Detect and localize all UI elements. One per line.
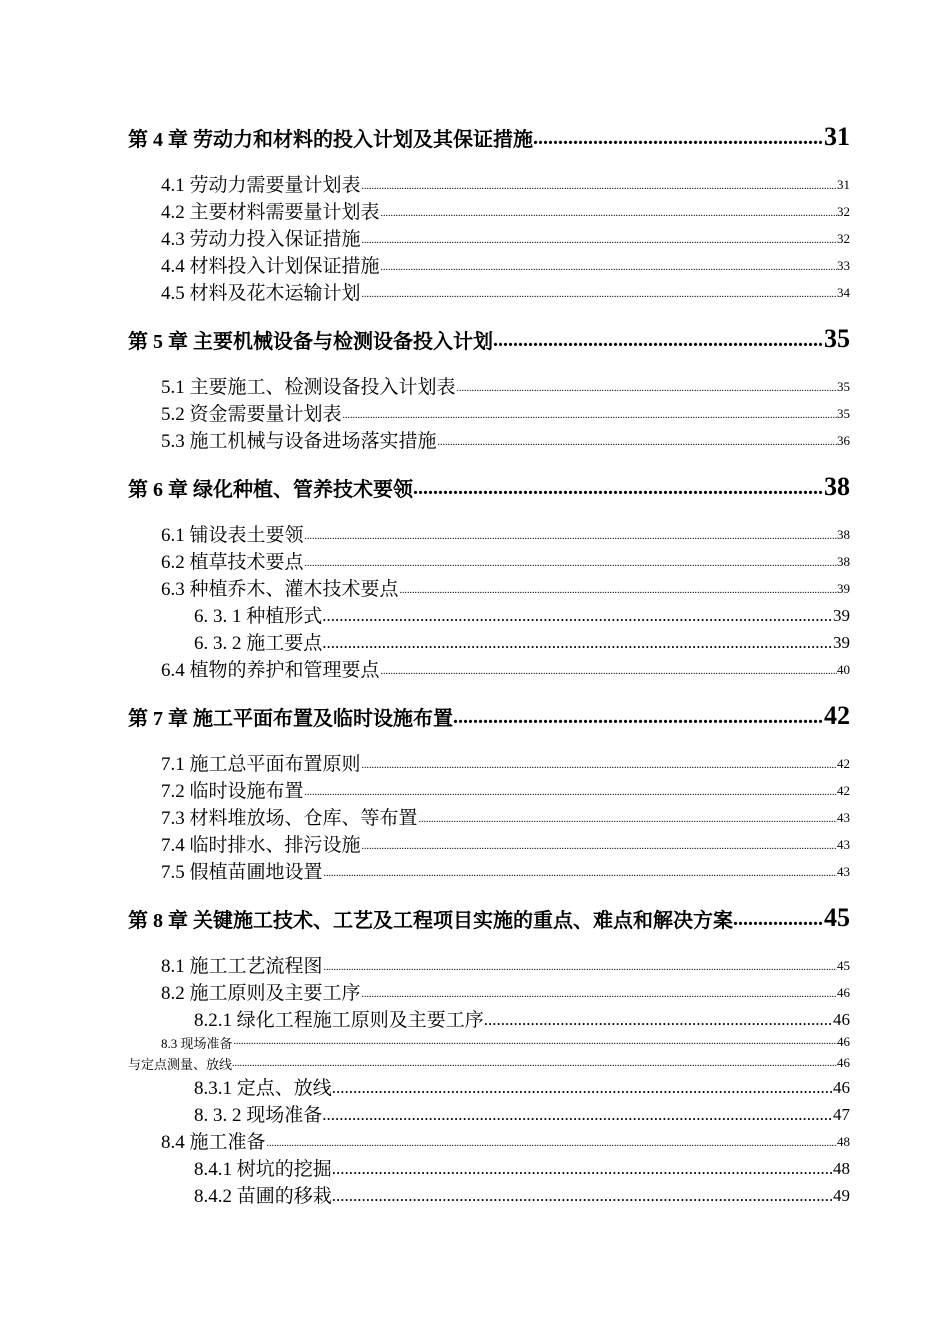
toc-entry-8-3[interactable]	[128, 1032, 850, 1052]
toc-entry-8-3-1[interactable]	[128, 1073, 850, 1100]
toc-title: 6.3 种植乔木、灌木技术要点	[161, 579, 399, 600]
toc-leader	[304, 787, 837, 803]
toc-title: 4.2 主要材料需要量计划表	[161, 202, 380, 223]
toc-title: 4.5 材料及花木运输计划	[161, 283, 361, 304]
toc-chapter-4[interactable]	[128, 112, 850, 152]
toc-leader	[380, 208, 837, 224]
toc-title: 5.1 主要施工、检测设备投入计划表	[161, 377, 456, 398]
toc-entry-6-2[interactable]	[128, 547, 850, 574]
toc-leader	[304, 558, 837, 574]
toc-entry-8-4-1[interactable]	[128, 1154, 850, 1181]
toc-entry-6-3[interactable]	[128, 574, 850, 601]
toc-leader	[361, 841, 837, 857]
toc-page-number: 38	[837, 527, 850, 542]
toc-page-number: 43	[837, 864, 850, 879]
toc-page-number: 35	[837, 406, 850, 421]
toc-chapter-5[interactable]	[128, 314, 850, 354]
toc-leader	[322, 1105, 833, 1127]
toc-page-number: 45	[837, 958, 850, 973]
toc-leader	[361, 760, 837, 776]
toc-page-number: 38	[824, 472, 850, 501]
toc-title: 6. 3. 1 种植形式	[194, 606, 323, 627]
toc-leader	[322, 633, 833, 655]
toc-page-number: 43	[837, 810, 850, 825]
toc-leader	[322, 606, 833, 628]
toc-page-number: 32	[837, 231, 850, 246]
toc-page-number: 48	[837, 1134, 850, 1149]
toc-leader	[484, 1010, 833, 1032]
toc-leader	[380, 666, 837, 682]
toc-title: 4.4 材料投入计划保证措施	[161, 256, 380, 277]
toc-title: 6.4 植物的养护和管理要点	[161, 660, 380, 681]
toc-page-number: 39	[833, 633, 850, 652]
toc-entry-8-4-2[interactable]	[128, 1181, 850, 1208]
toc-title: 8.4.1 树坑的挖掘	[194, 1159, 332, 1180]
toc-page-number: 38	[837, 554, 850, 569]
toc-page-number: 46	[837, 1034, 850, 1049]
toc-title: 8.2 施工原则及主要工序	[161, 983, 361, 1004]
toc-title: 6. 3. 2 施工要点	[194, 633, 323, 654]
toc-entry-7-2[interactable]	[128, 776, 850, 803]
toc-entry-8-2[interactable]	[128, 978, 850, 1005]
toc-leader	[323, 962, 837, 978]
toc-leader	[380, 262, 837, 278]
toc-entry-6-4[interactable]	[128, 655, 850, 682]
toc-page-number: 39	[833, 606, 850, 625]
toc-title: 4.1 劳动力需要量计划表	[161, 175, 361, 196]
toc-title: 6.2 植草技术要点	[161, 552, 304, 573]
toc-entry-5-1[interactable]	[128, 372, 850, 399]
toc-page-number: 42	[837, 756, 850, 771]
toc-leader	[266, 1138, 837, 1154]
toc-title: 与定点测量、放线	[128, 1057, 233, 1072]
toc-entry-4-2[interactable]	[128, 197, 850, 224]
toc-leader	[418, 814, 837, 830]
toc-page-number: 31	[824, 122, 850, 151]
toc-page-number: 40	[837, 662, 850, 677]
toc-title: 第 6 章 绿化种植、管养技术要领	[128, 479, 413, 501]
toc-page-number: 48	[833, 1159, 850, 1178]
toc-page-number: 35	[837, 379, 850, 394]
toc-title: 6.1 铺设表土要领	[161, 525, 304, 546]
toc-leader	[233, 1036, 837, 1052]
toc-page-number: 47	[833, 1105, 850, 1124]
toc-leader	[361, 235, 837, 251]
toc-leader	[361, 989, 837, 1005]
toc-title: 第 7 章 施工平面布置及临时设施布置	[128, 708, 453, 730]
toc-title: 8.4.2 苗圃的移栽	[194, 1186, 332, 1207]
toc-title: 8.3.1 定点、放线	[194, 1078, 332, 1099]
toc-entry-8-1[interactable]	[128, 951, 850, 978]
toc-leader	[453, 706, 824, 731]
toc-page-number: 32	[837, 204, 850, 219]
toc-page-number: 34	[837, 285, 850, 300]
toc-title: 8. 3. 2 现场准备	[194, 1105, 323, 1126]
toc-page-number: 42	[837, 783, 850, 798]
toc-leader	[323, 868, 837, 884]
toc-leader	[437, 437, 837, 453]
toc-title: 7.4 临时排水、排污设施	[161, 835, 361, 856]
toc-leader	[533, 127, 824, 152]
toc-title: 第 4 章 劳动力和材料的投入计划及其保证措施	[128, 129, 533, 151]
toc-leader	[342, 410, 837, 426]
toc-entry-4-5[interactable]	[128, 278, 850, 305]
toc-leader	[332, 1078, 833, 1100]
toc-entry-5-3[interactable]	[128, 426, 850, 453]
toc-entry-6-1[interactable]	[128, 520, 850, 547]
toc-page-number: 39	[837, 581, 850, 596]
toc-page-number: 45	[824, 903, 850, 932]
toc-leader	[304, 531, 837, 547]
toc-page-number: 31	[837, 177, 850, 192]
toc-page-number: 36	[837, 433, 850, 448]
toc-entry-8-4[interactable]	[128, 1127, 850, 1154]
toc-leader	[493, 329, 824, 354]
toc-entry-5-2[interactable]	[128, 399, 850, 426]
toc-chapter-7[interactable]	[128, 691, 850, 731]
toc-leader	[361, 181, 837, 197]
toc-page-number: 46	[837, 1055, 850, 1070]
toc-page-number: 33	[837, 258, 850, 273]
toc-entry-8-3-2[interactable]	[128, 1100, 850, 1127]
toc-title: 第 8 章 关键施工技术、工艺及工程项目实施的重点、难点和解决方案	[128, 910, 733, 932]
toc-leader	[456, 383, 837, 399]
toc-entry-4-1[interactable]	[128, 170, 850, 197]
toc-title: 4.3 劳动力投入保证措施	[161, 229, 361, 250]
toc-leader	[232, 1058, 837, 1073]
toc-title: 7.5 假植苗圃地设置	[161, 862, 323, 883]
toc-chapter-6[interactable]	[128, 462, 850, 502]
toc-title: 7.1 施工总平面布置原则	[161, 754, 361, 775]
table-of-contents	[128, 112, 850, 1208]
toc-chapter-8[interactable]	[128, 893, 850, 933]
toc-entry-8-2-1[interactable]	[128, 1005, 850, 1032]
toc-title: 7.3 材料堆放场、仓库、等布置	[161, 808, 418, 829]
toc-entry-4-3[interactable]	[128, 224, 850, 251]
toc-title: 8.3 现场准备	[161, 1036, 233, 1051]
toc-entry-7-5[interactable]	[128, 857, 850, 884]
toc-entry-7-3[interactable]	[128, 803, 850, 830]
toc-title: 5.2 资金需要量计划表	[161, 404, 342, 425]
toc-title: 8.4 施工准备	[161, 1132, 266, 1153]
toc-page-number: 49	[833, 1186, 850, 1205]
toc-entry-7-4[interactable]	[128, 830, 850, 857]
toc-entry-7-1[interactable]	[128, 749, 850, 776]
toc-leader	[332, 1159, 833, 1181]
toc-title: 7.2 临时设施布置	[161, 781, 304, 802]
toc-page-number: 42	[824, 701, 850, 730]
toc-leader	[361, 289, 837, 305]
toc-title: 第 5 章 主要机械设备与检测设备投入计划	[128, 331, 493, 353]
toc-leader	[733, 908, 824, 933]
toc-entry-6-3-2[interactable]	[128, 628, 850, 655]
toc-leader	[332, 1186, 833, 1208]
toc-title: 5.3 施工机械与设备进场落实措施	[161, 431, 437, 452]
toc-leader	[413, 477, 824, 502]
toc-title: 8.1 施工工艺流程图	[161, 956, 323, 977]
toc-leader	[399, 585, 837, 601]
toc-entry-8-3-extra[interactable]	[128, 1052, 850, 1073]
toc-entry-4-4[interactable]	[128, 251, 850, 278]
toc-page-number: 46	[833, 1078, 850, 1097]
toc-page-number: 43	[837, 837, 850, 852]
toc-page-number: 35	[824, 324, 850, 353]
toc-page-number: 46	[833, 1010, 850, 1029]
toc-title: 8.2.1 绿化工程施工原则及主要工序	[194, 1010, 484, 1031]
toc-page-number: 46	[837, 985, 850, 1000]
toc-entry-6-3-1[interactable]	[128, 601, 850, 628]
